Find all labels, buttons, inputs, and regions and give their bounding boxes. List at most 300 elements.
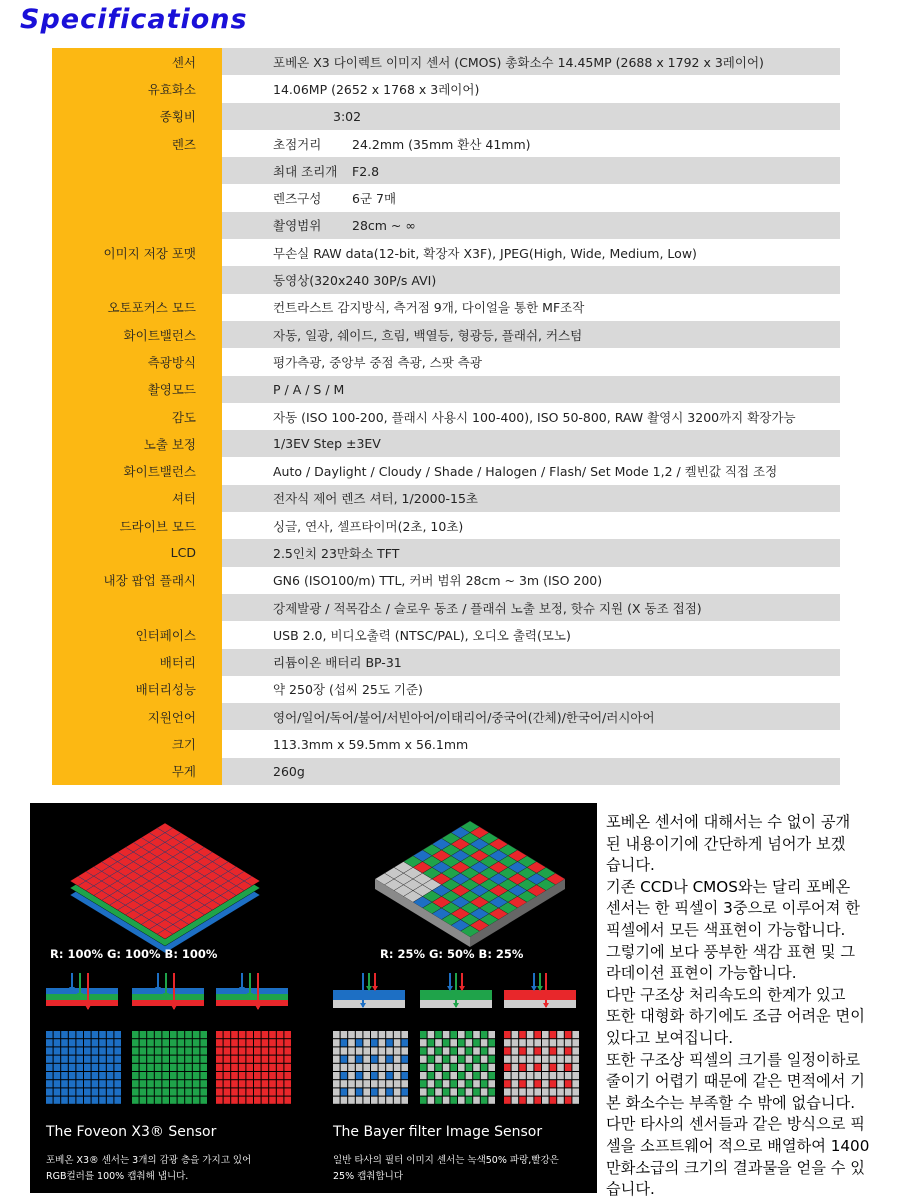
spec-sublabel: 렌즈구성 [273, 191, 322, 207]
foveon-pixel [76, 1088, 83, 1095]
foveon-pixel [185, 1056, 192, 1063]
foveon-pixel [46, 1088, 53, 1095]
foveon-pixel [107, 1031, 114, 1038]
bayer-pixel [356, 1031, 363, 1038]
bayer-pixel [481, 1056, 488, 1063]
spec-value-cell [222, 485, 840, 512]
spec-label: 종횡비 [52, 103, 222, 130]
spec-value: 3:02 [333, 108, 362, 124]
foveon-pixel [254, 1056, 261, 1063]
foveon-pixel [193, 1047, 200, 1054]
foveon-pixel [200, 1056, 207, 1063]
spec-table [52, 48, 840, 785]
bayer-pixel [572, 1097, 579, 1104]
bayer-pixel [420, 1047, 427, 1054]
bayer-pixel [450, 1097, 457, 1104]
foveon-pixel [178, 1056, 185, 1063]
bayer-pixel [356, 1072, 363, 1079]
foveon-pixel [254, 1072, 261, 1079]
foveon-pixel [61, 1047, 68, 1054]
spec-row [52, 485, 840, 512]
foveon-pixel [69, 1097, 76, 1104]
bayer-pixel [428, 1039, 435, 1046]
foveon-pixel [231, 1088, 238, 1095]
spec-label: LCD [52, 539, 222, 566]
foveon-pixel [155, 1056, 162, 1063]
spec-row [52, 539, 840, 566]
bayer-pixel [534, 1047, 541, 1054]
bayer-pixel [363, 1031, 370, 1038]
foveon-pixel [155, 1080, 162, 1087]
bayer-pixel [458, 1097, 465, 1104]
bayer-pixel [401, 1031, 408, 1038]
foveon-pixel [147, 1047, 154, 1054]
bayer-pixel [466, 1039, 473, 1046]
spec-value-cell [222, 676, 840, 703]
spec-label [52, 157, 222, 184]
bayer-pixel [379, 1088, 386, 1095]
bayer-pixel [348, 1031, 355, 1038]
bayer-pixel [356, 1080, 363, 1087]
bayer-pixel [504, 1097, 511, 1104]
foveon-pixel [277, 1039, 284, 1046]
foveon-pixel [107, 1039, 114, 1046]
foveon-pixel [107, 1064, 114, 1071]
bayer-pixel [488, 1031, 495, 1038]
foveon-pixel [185, 1072, 192, 1079]
bayer-pixel [550, 1047, 557, 1054]
foveon-pixel [254, 1047, 261, 1054]
foveon-pixel [162, 1064, 169, 1071]
bayer-pixel [443, 1039, 450, 1046]
foveon-pixel [99, 1097, 106, 1104]
foveon-pixel [140, 1072, 147, 1079]
bayer-pixel [527, 1072, 534, 1079]
foveon-pixel [224, 1039, 231, 1046]
spec-row [52, 130, 840, 157]
foveon-pixel [46, 1056, 53, 1063]
foveon-pixel [147, 1039, 154, 1046]
spec-value-cell [222, 594, 840, 621]
bayer-pixel [435, 1088, 442, 1095]
spec-value-cell [222, 75, 840, 102]
bayer-pixel [435, 1080, 442, 1087]
spec-value-cell [222, 539, 840, 566]
spec-label: 측광방식 [52, 348, 222, 375]
foveon-pixel [178, 1039, 185, 1046]
foveon-pixel [246, 1047, 253, 1054]
foveon-pixel [269, 1031, 276, 1038]
spec-label: 내장 팝업 플래시 [52, 567, 222, 594]
bayer-pixel [348, 1039, 355, 1046]
foveon-pixel [61, 1031, 68, 1038]
foveon-pixel [239, 1056, 246, 1063]
bayer-pixel [466, 1031, 473, 1038]
bayer-pixel [394, 1080, 401, 1087]
bayer-pixel [504, 1031, 511, 1038]
foveon-pixel [140, 1047, 147, 1054]
foveon-pixel [246, 1080, 253, 1087]
spec-value-cell [222, 703, 840, 730]
foveon-pixel [170, 1047, 177, 1054]
description-line: 다만 구조상 처리속도의 한계가 있고 [606, 985, 846, 1004]
description-line: 센서는 한 픽셀이 3중으로 이루어져 한 [606, 899, 860, 918]
bayer-pixel [481, 1039, 488, 1046]
foveon-pixel [54, 1039, 61, 1046]
bayer-pixel [443, 1047, 450, 1054]
foveon-pixel [99, 1039, 106, 1046]
bayer-pixel [428, 1056, 435, 1063]
foveon-pixel [84, 1039, 91, 1046]
bayer-pixel [420, 1031, 427, 1038]
bayer-pixel [534, 1056, 541, 1063]
bayer-pixel [435, 1097, 442, 1104]
bayer-caption-line-2: 25% 캡춰합니다 [333, 1171, 404, 1182]
description-line: 포베온 센서에 대해서는 수 없이 공개 [606, 813, 851, 831]
bayer-pixel [420, 1097, 427, 1104]
foveon-pixel [162, 1039, 169, 1046]
foveon-pixel [61, 1080, 68, 1087]
bayer-pixel [458, 1031, 465, 1038]
bayer-pixel [473, 1097, 480, 1104]
bayer-pixel [443, 1088, 450, 1095]
foveon-pixel [140, 1097, 147, 1104]
bayer-pixel [504, 1056, 511, 1063]
foveon-pixel [231, 1080, 238, 1087]
bayer-pixel [572, 1064, 579, 1071]
foveon-pixel [277, 1072, 284, 1079]
bayer-pixel [356, 1039, 363, 1046]
bayer-pixel [512, 1056, 519, 1063]
spec-value: 전자식 제어 렌즈 셔터, 1/2000-15초 [273, 491, 479, 507]
foveon-pixel [193, 1064, 200, 1071]
spec-value: 약 250장 (섭씨 25도 기준) [273, 682, 423, 698]
bayer-pixel [401, 1047, 408, 1054]
bayer-pixel [550, 1064, 557, 1071]
bayer-ratio-label: R: 25% G: 50% B: 25% [380, 947, 524, 961]
foveon-pixel [147, 1097, 154, 1104]
bayer-pixel [394, 1039, 401, 1046]
foveon-pixel [277, 1064, 284, 1071]
spec-label: 셔터 [52, 485, 222, 512]
bayer-light-layers [333, 973, 576, 1008]
bayer-pixel [458, 1064, 465, 1071]
bayer-pixel [371, 1039, 378, 1046]
bayer-pixel [534, 1039, 541, 1046]
foveon-pixel [185, 1039, 192, 1046]
bayer-pixel [379, 1031, 386, 1038]
foveon-pixel [147, 1072, 154, 1079]
foveon-pixel [262, 1039, 269, 1046]
foveon-pixel [216, 1047, 223, 1054]
bayer-pixel [420, 1080, 427, 1087]
bayer-pixel [386, 1039, 393, 1046]
foveon-pixel [99, 1088, 106, 1095]
foveon-pixel [107, 1097, 114, 1104]
bayer-pixel [565, 1056, 572, 1063]
bayer-pixel [435, 1039, 442, 1046]
bayer-pixel [333, 1064, 340, 1071]
bayer-pixel [371, 1064, 378, 1071]
bayer-mosaic [375, 821, 565, 947]
spec-row [52, 376, 840, 403]
spec-label: 드라이브 모드 [52, 512, 222, 539]
bayer-pixel [572, 1047, 579, 1054]
bayer-pixel [356, 1056, 363, 1063]
foveon-pixel [132, 1064, 139, 1071]
foveon-pixel [147, 1056, 154, 1063]
foveon-pixel [114, 1080, 121, 1087]
bayer-pixel [488, 1047, 495, 1054]
bayer-pixel [527, 1080, 534, 1087]
bayer-pixel [466, 1088, 473, 1095]
bayer-pixel [550, 1056, 557, 1063]
bayer-pixel [379, 1047, 386, 1054]
spec-row [52, 184, 840, 211]
description-line: 라데이션 표현이 가능합니다. [606, 964, 797, 983]
foveon-pixel [69, 1080, 76, 1087]
foveon-pixel [178, 1088, 185, 1095]
spec-value-cell [222, 266, 840, 293]
foveon-pixel [224, 1031, 231, 1038]
spec-label: 배터리 [52, 649, 222, 676]
foveon-pixel [185, 1088, 192, 1095]
foveon-pixel [84, 1047, 91, 1054]
foveon-pixel [284, 1047, 291, 1054]
bayer-pixel [527, 1097, 534, 1104]
foveon-pixel [140, 1056, 147, 1063]
bayer-pixel [428, 1072, 435, 1079]
foveon-pixel [107, 1056, 114, 1063]
foveon-pixel [92, 1047, 99, 1054]
bayer-pixel [542, 1064, 549, 1071]
spec-label: 센서 [52, 48, 222, 75]
spec-row [52, 75, 840, 102]
spec-label: 크기 [52, 730, 222, 757]
bayer-pixel [512, 1064, 519, 1071]
foveon-pixel [178, 1080, 185, 1087]
bayer-pixel [341, 1080, 348, 1087]
foveon-pixel [246, 1031, 253, 1038]
spec-label [52, 184, 222, 211]
foveon-pixel [246, 1088, 253, 1095]
foveon-green-layer [46, 994, 118, 1000]
foveon-pixel [46, 1080, 53, 1087]
spec-value-cell [222, 403, 840, 430]
bayer-pixel [519, 1056, 526, 1063]
foveon-caption-line-2: RGB컬러를 100% 캡춰해 냅니다. [46, 1171, 189, 1182]
description-line: 습니다. [606, 856, 655, 875]
spec-value-cell [222, 730, 840, 757]
foveon-pixel [92, 1031, 99, 1038]
bayer-pixel [550, 1088, 557, 1095]
spec-value: P / A / S / M [273, 381, 345, 397]
foveon-pixel [193, 1039, 200, 1046]
description-line: 습니다. [606, 1180, 655, 1199]
bayer-pixel [379, 1064, 386, 1071]
bayer-pixel [428, 1031, 435, 1038]
foveon-pixel [185, 1031, 192, 1038]
bayer-pixel [371, 1097, 378, 1104]
spec-row [52, 512, 840, 539]
spec-value: 포베온 X3 다이렉트 이미지 센서 (CMOS) 총화소수 14.45MP (2688 x 1792 x 3레이어) [273, 54, 764, 70]
bayer-pixel [557, 1039, 564, 1046]
bayer-pixel [379, 1056, 386, 1063]
bayer-pixel [428, 1080, 435, 1087]
foveon-pixel [216, 1056, 223, 1063]
bayer-pixel [527, 1039, 534, 1046]
foveon-pixel [76, 1072, 83, 1079]
foveon-pixel [239, 1047, 246, 1054]
foveon-pixel [269, 1088, 276, 1095]
foveon-pixel [277, 1097, 284, 1104]
bayer-pixel [557, 1064, 564, 1071]
spec-value: 113.3mm x 59.5mm x 56.1mm [273, 736, 469, 752]
foveon-pixel [54, 1097, 61, 1104]
bayer-pixel [488, 1056, 495, 1063]
foveon-pixel [216, 1088, 223, 1095]
foveon-pixel [224, 1056, 231, 1063]
spec-value-cell [222, 294, 840, 321]
foveon-pixel [114, 1031, 121, 1038]
foveon-pixel [216, 1031, 223, 1038]
foveon-pixel [84, 1072, 91, 1079]
foveon-pixel [140, 1080, 147, 1087]
bayer-pixel [348, 1072, 355, 1079]
spec-label: 지원언어 [52, 703, 222, 730]
bayer-pixel [534, 1072, 541, 1079]
bayer-pixel [341, 1047, 348, 1054]
bayer-pixel [348, 1080, 355, 1087]
foveon-pixel [92, 1039, 99, 1046]
spec-value: GN6 (ISO100/m) TTL, 커버 범위 28cm ~ 3m (ISO 200) [273, 573, 603, 589]
bayer-pixel [481, 1031, 488, 1038]
bayer-pixel [348, 1097, 355, 1104]
bayer-pixel [519, 1088, 526, 1095]
foveon-pixel [92, 1080, 99, 1087]
bayer-pixel [572, 1056, 579, 1063]
foveon-pixel [224, 1097, 231, 1104]
bayer-pixel [450, 1072, 457, 1079]
foveon-pixel [277, 1088, 284, 1095]
bayer-pixel [428, 1064, 435, 1071]
foveon-pixel [277, 1047, 284, 1054]
foveon-pixel [262, 1088, 269, 1095]
foveon-layer-stack [70, 823, 260, 953]
bayer-pixel [333, 1072, 340, 1079]
foveon-light-layers [46, 973, 288, 1010]
bayer-pixel [443, 1064, 450, 1071]
foveon-pixel [185, 1080, 192, 1087]
bayer-pixel [428, 1047, 435, 1054]
foveon-pixel [69, 1031, 76, 1038]
spec-row [52, 758, 840, 785]
bayer-pixel [435, 1056, 442, 1063]
bayer-pixel [333, 1031, 340, 1038]
description-line: 본 화소수는 부족할 수 밖에 없습니다. [606, 1093, 856, 1112]
foveon-pixel [140, 1064, 147, 1071]
bayer-pixel [450, 1039, 457, 1046]
foveon-pixel [216, 1097, 223, 1104]
bayer-pixel [466, 1064, 473, 1071]
page-title: Specifications [20, 4, 248, 35]
foveon-pixel [84, 1064, 91, 1071]
spec-row [52, 621, 840, 648]
bayer-pixel [458, 1056, 465, 1063]
bayer-pixel [557, 1056, 564, 1063]
bayer-pixel [394, 1097, 401, 1104]
foveon-pixel [69, 1047, 76, 1054]
bayer-pixel [542, 1080, 549, 1087]
foveon-pixel [132, 1031, 139, 1038]
bayer-pixel [386, 1031, 393, 1038]
bayer-pixel [356, 1097, 363, 1104]
foveon-pixel [155, 1097, 162, 1104]
foveon-pixel [193, 1072, 200, 1079]
foveon-pixel [239, 1088, 246, 1095]
bayer-pixel [534, 1097, 541, 1104]
spec-value: 영어/일어/독어/불어/서빈아어/이태리어/중국어(간체)/한국어/러시아어 [273, 709, 655, 725]
foveon-pixel [132, 1039, 139, 1046]
foveon-pixel [46, 1039, 53, 1046]
spec-value-cell [222, 567, 840, 594]
bayer-pixel [443, 1072, 450, 1079]
bayer-pixel [557, 1047, 564, 1054]
foveon-pixel [114, 1039, 121, 1046]
foveon-pixel [132, 1097, 139, 1104]
bayer-pixel [557, 1088, 564, 1095]
spec-label: 노출 보정 [52, 430, 222, 457]
bayer-pixel [504, 1039, 511, 1046]
description-line: 픽셀에서 모든 색표현이 가능합니다. [606, 920, 846, 939]
spec-row [52, 403, 840, 430]
bayer-pixel [348, 1064, 355, 1071]
foveon-pixel [262, 1047, 269, 1054]
bayer-pixel [481, 1097, 488, 1104]
bayer-pixel [466, 1072, 473, 1079]
spec-label [52, 212, 222, 239]
foveon-pixel [200, 1080, 207, 1087]
foveon-pixel [170, 1072, 177, 1079]
description-line: 줄이기 어렵기 때문에 같은 면적에서 기 [606, 1072, 865, 1091]
foveon-pixel [114, 1072, 121, 1079]
foveon-pixel [132, 1080, 139, 1087]
spec-row [52, 321, 840, 348]
bayer-pixel [363, 1039, 370, 1046]
foveon-pixel [284, 1088, 291, 1095]
spec-value: 강제발광 / 적목감소 / 슬로우 동조 / 플래쉬 노출 보정, 핫슈 지원 (X 동조 접점) [273, 600, 702, 616]
spec-sublabel: 촬영범위 [273, 218, 322, 234]
bayer-pixel [481, 1047, 488, 1054]
foveon-pixel [107, 1047, 114, 1054]
bayer-pixel [542, 1039, 549, 1046]
foveon-pixel [239, 1097, 246, 1104]
foveon-pixel [178, 1064, 185, 1071]
bayer-pixel [473, 1064, 480, 1071]
bayer-pixel [557, 1080, 564, 1087]
bayer-pixel [504, 1064, 511, 1071]
bayer-pixel [379, 1097, 386, 1104]
spec-label: 무게 [52, 758, 222, 785]
spec-value: 리튬이온 배터리 BP-31 [273, 655, 402, 671]
spec-label: 촬영모드 [52, 376, 222, 403]
spec-value: 무손실 RAW data(12-bit, 확장자 X3F), JPEG(High, Wide, Medium, Low) [273, 245, 697, 261]
spec-row [52, 594, 840, 621]
bayer-pixel [550, 1097, 557, 1104]
spec-value: 260g [273, 763, 305, 779]
foveon-pixel [46, 1072, 53, 1079]
bayer-pixel [333, 1056, 340, 1063]
